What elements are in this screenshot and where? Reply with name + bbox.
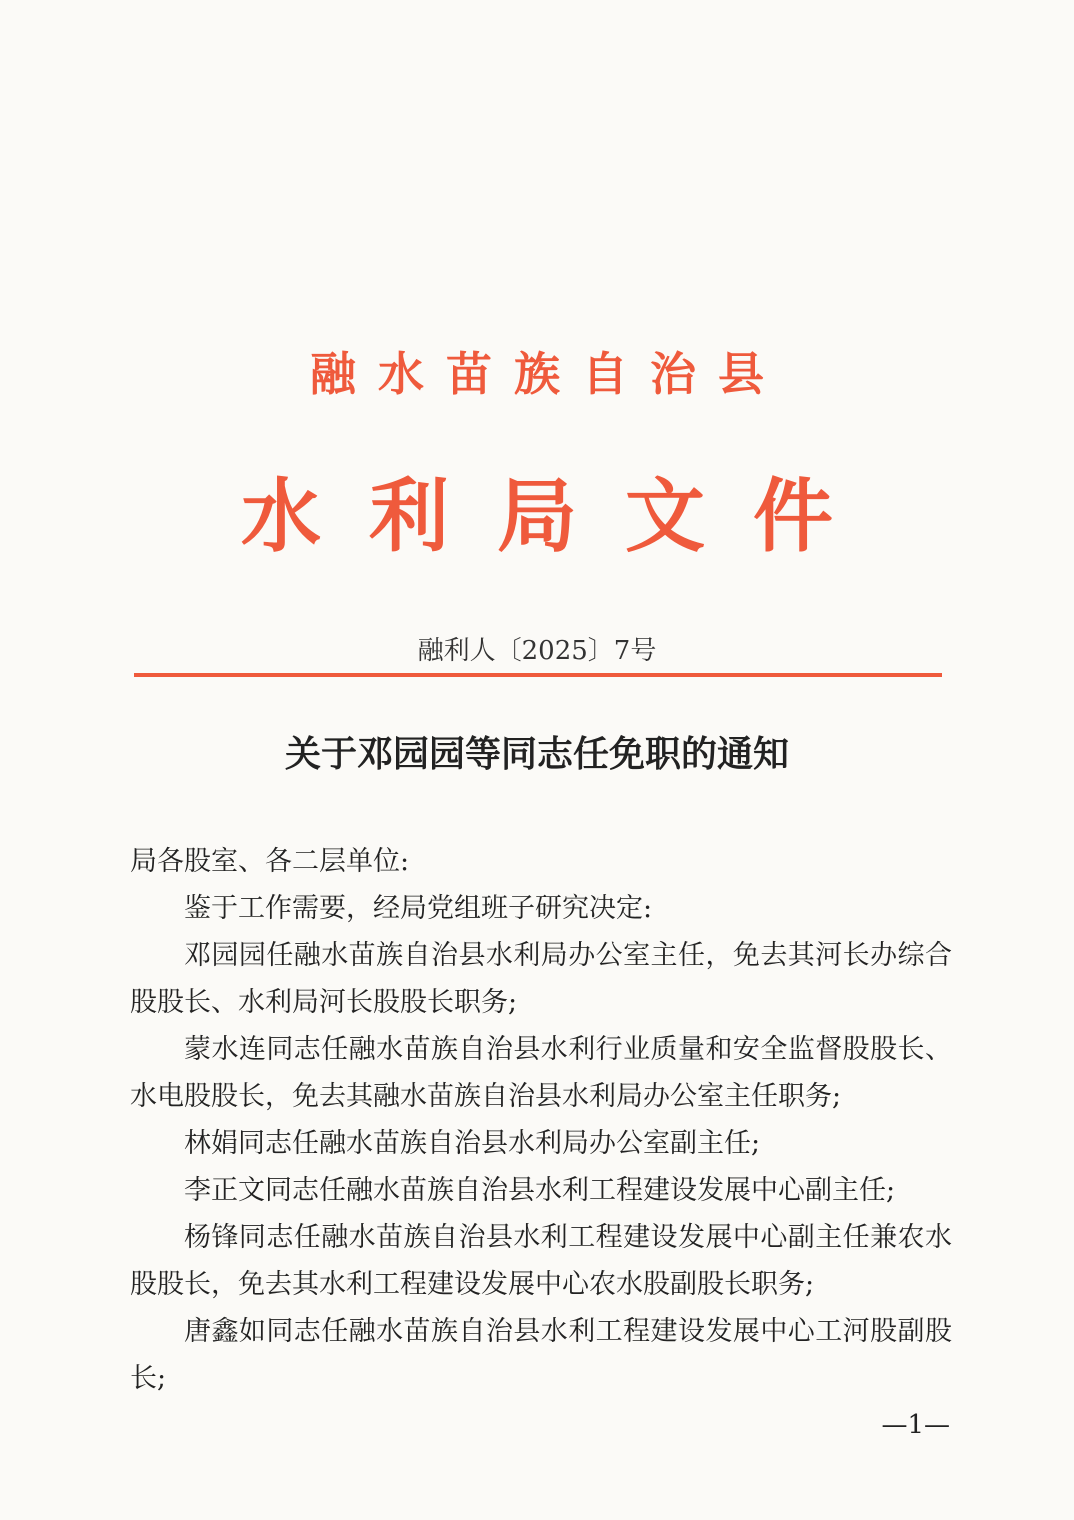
- document-body: [130, 838, 952, 1402]
- salutation: 局各股室、各二层单位:: [130, 846, 410, 877]
- document-title: 关于邓园园等同志任免职的通知: [284, 733, 789, 775]
- document-number: 融利人〔2025〕7号: [417, 636, 657, 666]
- issuer-name: 融水苗族自治县: [310, 347, 786, 401]
- body-paragraph: 李正文同志任融水苗族自治县水利工程建设发展中心副主任;: [184, 1175, 896, 1206]
- body-paragraph: 鉴于工作需要，经局党组班子研究决定:: [184, 893, 653, 924]
- body-paragraph: 蒙水连同志任融水苗族自治县水利行业质量和安全监督股股长、水电股股长，免去其融水苗族自治县水利局办公室主任职务;: [130, 1034, 952, 1112]
- body-paragraph: 林娟同志任融水苗族自治县水利局办公室副主任;: [184, 1128, 761, 1159]
- document-type-heading: 水利局文件: [241, 469, 881, 563]
- body-paragraph: 邓园园任融水苗族自治县水利局办公室主任，免去其河长办综合股股长、水利局河长股股长职务;: [130, 940, 952, 1018]
- red-separator-line: [134, 673, 942, 677]
- body-paragraph: 唐鑫如同志任融水苗族自治县水利工程建设发展中心工河股副股长;: [130, 1316, 952, 1394]
- page-number: —1—: [881, 1410, 950, 1440]
- body-paragraph: 杨锋同志任融水苗族自治县水利工程建设发展中心副主任兼农水股股长，免去其水利工程建设发展中心农水股副股长职务;: [130, 1222, 952, 1300]
